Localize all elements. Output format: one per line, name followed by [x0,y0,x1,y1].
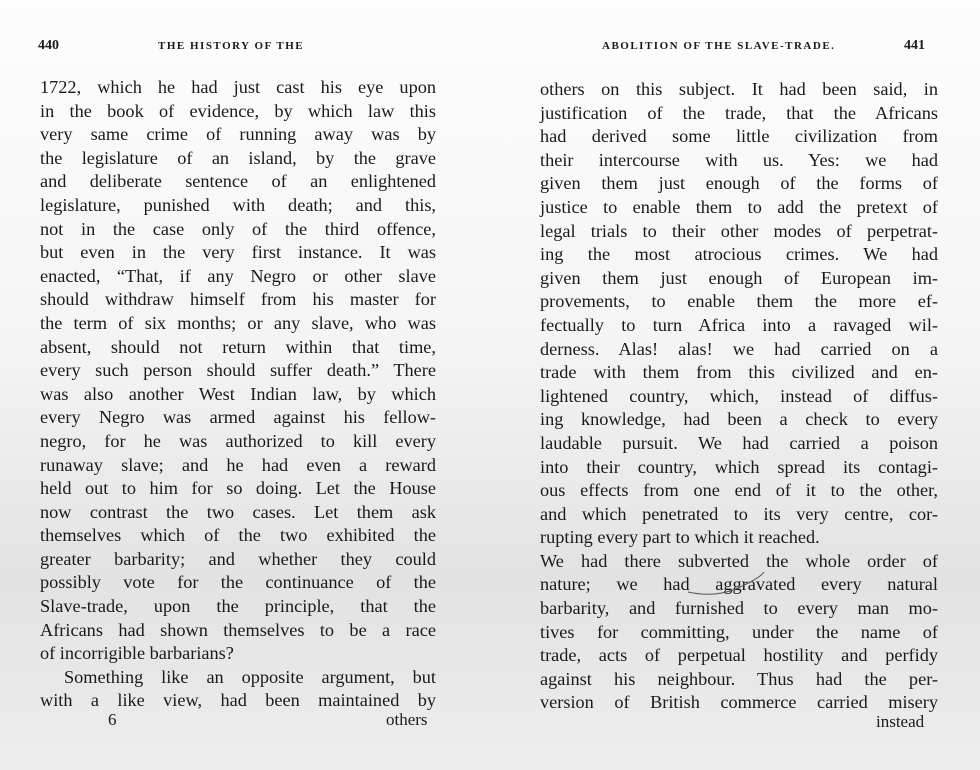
text-line: ing the most atrocious crimes. We had [540,244,938,265]
text-line: others on this subject. It had been said, in [540,79,938,99]
text-line: justification of the trade, that the Africans [540,102,938,123]
text-line: trade, acts of perpetual hostility and perfidy [540,645,938,666]
text-line: against his neighbour. Thus had the per- [540,668,938,689]
text-line: We had there subverted the whole order of [540,550,938,571]
text-line: ing knowledge, had been a check to every [540,409,938,430]
pencil-mark [686,568,766,598]
text-line: and which penetrated to its very centre, cor- [540,503,938,524]
text-line: fectually to turn Africa into a ravaged wil- [540,314,938,335]
text-line: Slave-trade, upon the principle, that the [40,596,436,617]
catchword: others [386,710,428,729]
text-line: the term of six months; or any slave, who was [40,312,436,333]
text-line: every such person should suffer death.” There [40,360,436,381]
text-line: rupting every part to which it reached. [540,527,820,548]
text-line: trade with them from this civilized and en- [540,362,938,383]
text-line: runaway slave; and he had even a reward [40,454,436,475]
text-line: justice to enable them to add the pretext of [540,196,938,217]
right-page [490,0,980,770]
text-line: ous effects from one end of it to the other, [540,480,938,501]
text-line: the legislature of an island, by the grave [40,147,436,168]
page-number: 440 [38,38,59,53]
text-line: had derived some little civilization from [540,126,938,147]
text-line: barbarity, and furnished to every man mo- [540,598,938,619]
text-line: nature; we had aggravated every natural [540,574,938,595]
body-text [540,78,938,715]
text-line: held out to him for so doing. Let the House [40,478,436,499]
text-line: absent, should not return within that time, [40,336,436,357]
text-line: of incorrigible barbarians? [40,643,234,664]
text-line: with a like view, had been maintained by [40,690,436,711]
text-line: into their country, which spread its contagi- [540,456,938,477]
text-line: enacted, “That, if any Negro or other slave [40,265,436,286]
text-line: should withdraw himself from his master for [40,289,436,310]
text-line: lightened country, which, instead of diffus- [540,385,938,406]
text-line: greater barbarity; and whether they could [40,548,436,569]
text-line: not in the case only of the third offence, [40,218,436,239]
text-line: themselves which of the two exhibited the [40,525,436,546]
signature-mark: 6 [108,710,117,729]
text-line: version of British commerce carried misery [540,692,938,713]
text-line: negro, for he was authorized to kill every [40,430,436,451]
text-line: 1722, which he had just cast his eye upon [40,77,436,97]
running-head: THE HISTORY OF THE [158,40,305,52]
text-line: was also another West Indian law, by which [40,383,436,404]
text-line: derness. Alas! alas! we had carried on a [540,338,938,359]
text-line: given them just enough of the forms of [540,173,938,194]
text-line: provements, to enable them the more ef- [540,291,938,312]
body-text [40,76,436,713]
text-line: Something like an opposite argument, but [64,666,436,687]
text-line: their intercourse with us. Yes: we had [540,149,938,170]
text-line: given them just enough of European im- [540,267,938,288]
running-head: ABOLITION OF THE SLAVE-TRADE. [602,40,836,52]
text-line: but even in the very first instance. It was [40,242,436,263]
text-line: and deliberate sentence of an enlightened [40,171,436,192]
text-line: legislature, punished with death; and this, [40,194,436,215]
text-line: very same crime of running away was by [40,124,436,145]
text-line: laudable pursuit. We had carried a poison [540,432,938,453]
text-line: possibly vote for the continuance of the [40,572,436,593]
text-line: in the book of evidence, by which law this [40,100,436,121]
page-number: 441 [904,38,925,53]
text-line: tives for committing, under the name of [540,621,938,642]
text-line: every Negro was armed against his fellow- [40,407,436,428]
text-line: Africans had shown themselves to be a race [40,619,436,640]
catchword: instead [876,712,925,731]
text-line: now contrast the two cases. Let them ask [40,501,436,522]
text-line: legal trials to their other modes of perpetrat- [540,220,938,241]
